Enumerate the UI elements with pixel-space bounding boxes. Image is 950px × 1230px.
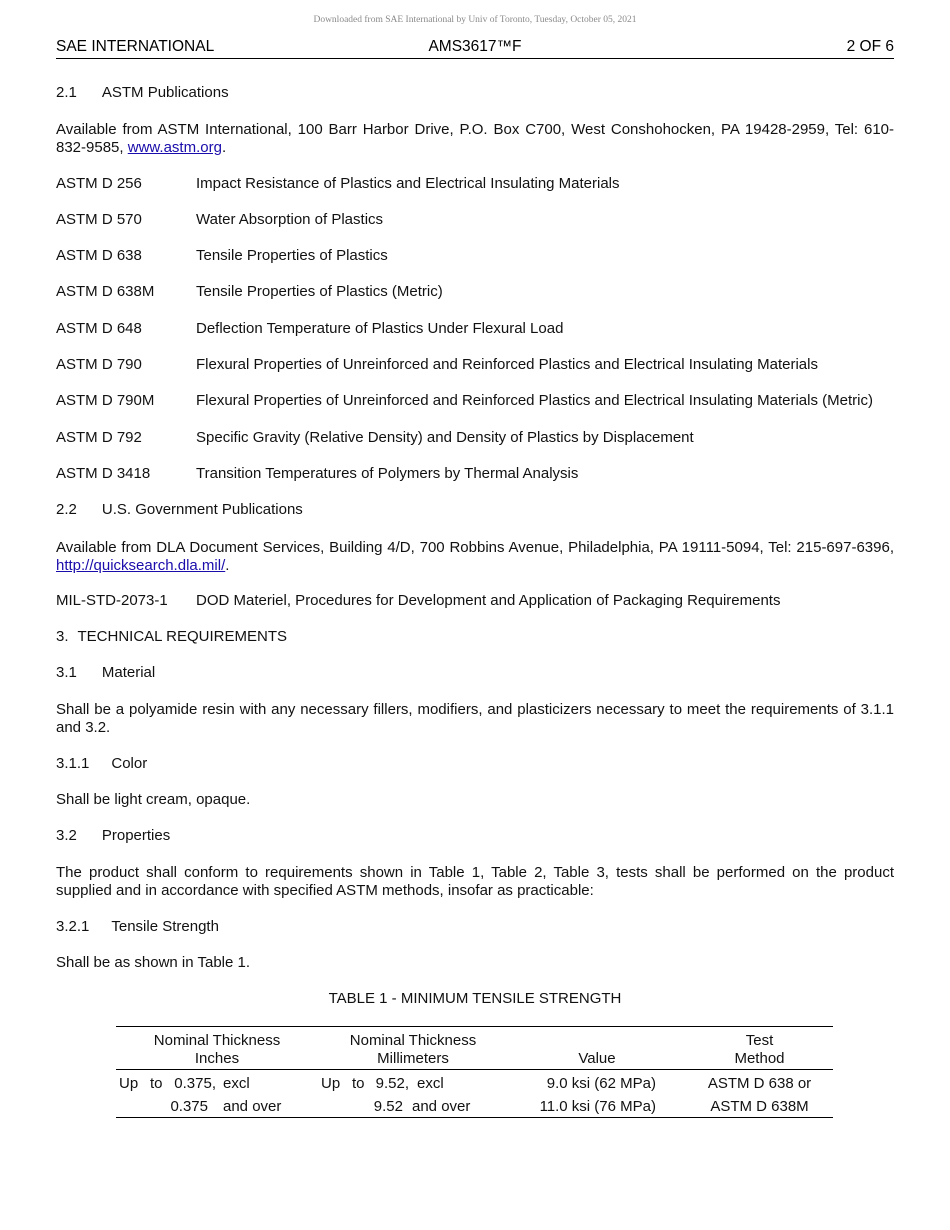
- section-title: Color: [111, 755, 148, 772]
- color-text: Shall be light cream, opaque.: [56, 791, 251, 808]
- table-1-title: TABLE 1 - MINIMUM TENSILE STRENGTH: [328, 990, 622, 1007]
- ref-title: Tensile Properties of Plastics (Metric): [196, 283, 443, 300]
- cell-mm-prefix: Up: [321, 1075, 341, 1092]
- properties-text: The product shall conform to requirements shown in Table 1, Table 2, Table 3, tests shall be performed on the product supplied and in accordance with specified ASTM methods, insofar as practicable:: [56, 864, 894, 899]
- ref-code: ASTM D 790M: [56, 392, 155, 409]
- cell-mm-suffix: and over: [412, 1098, 471, 1115]
- section-number: 3.2: [56, 827, 77, 844]
- tensile-text: Shall be as shown in Table 1.: [56, 954, 251, 971]
- section-number: 2.2: [56, 501, 77, 518]
- section-number: 3.: [56, 628, 69, 645]
- cell-in-to: to: [150, 1075, 163, 1092]
- availability-end: .: [225, 556, 230, 574]
- section-title: Tensile Strength: [111, 918, 219, 935]
- ref-title: Tensile Properties of Plastics: [196, 247, 388, 264]
- section-3-1-heading: [56, 664, 155, 681]
- section-title: TECHNICAL REQUIREMENTS: [77, 628, 287, 645]
- section-3-heading: [56, 628, 287, 645]
- availability-end: .: [221, 138, 227, 156]
- header-rule: [56, 58, 894, 59]
- section-title: U.S. Government Publications: [101, 501, 303, 518]
- ref-code: ASTM D 790: [56, 356, 142, 373]
- ref-title: DOD Materiel, Procedures for Development and Application of Packaging Requirements: [196, 592, 781, 609]
- ref-title: Flexural Properties of Unreinforced and Reinforced Plastics and Electrical Insulating Materials: [196, 356, 818, 373]
- section-title: ASTM Publications: [101, 84, 229, 101]
- th-test-method: [686, 1032, 833, 1068]
- header-org: SAE INTERNATIONAL: [56, 38, 215, 55]
- ref-title: Impact Resistance of Plastics and Electrical Insulating Materials: [196, 175, 620, 192]
- ref-code: ASTM D 3418: [56, 465, 151, 482]
- ref-title: Flexural Properties of Unreinforced and Reinforced Plastics and Electrical Insulating Materials (Metric): [196, 392, 873, 409]
- section-2-2-heading: [56, 501, 303, 518]
- cell-in-value: 0.375: [170, 1098, 208, 1115]
- dla-link[interactable]: http://quicksearch.dla.mil/: [56, 556, 226, 574]
- th-thickness-mm: [318, 1032, 508, 1068]
- header-line: Millimeters: [377, 1050, 449, 1067]
- section-number: 3.1.1: [56, 755, 90, 772]
- download-notice: Downloaded from SAE International by Univ of Toronto, Tuesday, October 05, 2021: [313, 15, 637, 25]
- cell-mm-suffix: excl: [417, 1075, 444, 1092]
- section-number: 3.2.1: [56, 918, 90, 935]
- ref-title: Transition Temperatures of Polymers by Thermal Analysis: [196, 465, 579, 482]
- availability-text: Available from ASTM International, 100 Barr Harbor Drive, P.O. Box C700, West Conshohocken, PA 19428-2959, Tel: 610-832-9585,: [56, 121, 894, 156]
- header-doc-id: AMS3617™F: [428, 38, 522, 55]
- header-line: Inches: [194, 1050, 240, 1067]
- ref-title: Specific Gravity (Relative Density) and Density of Plastics by Displacement: [196, 429, 694, 446]
- cell-value: 11.0 ksi (76 MPa): [539, 1098, 656, 1115]
- ref-title: Water Absorption of Plastics: [196, 211, 384, 228]
- cell-mm-value: 9.52,: [375, 1075, 409, 1092]
- ref-code: ASTM D 792: [56, 429, 142, 446]
- ref-title: Deflection Temperature of Plastics Under Flexural Load: [196, 320, 564, 337]
- header-line: Nominal Thickness: [153, 1032, 281, 1049]
- section-title: Properties: [101, 827, 171, 844]
- section-3-2-heading: [56, 827, 170, 844]
- section-3-2-1-heading: [56, 918, 219, 935]
- cell-mm-value: 9.52: [373, 1098, 403, 1115]
- table-top-rule: [116, 1026, 833, 1027]
- cell-in-suffix: and over: [223, 1098, 282, 1115]
- ref-code: ASTM D 638: [56, 247, 142, 264]
- ref-code: MIL-STD-2073-1: [56, 592, 168, 609]
- section-3-1-1-heading: [56, 755, 147, 772]
- section-2-1-heading: [56, 84, 229, 101]
- astm-link[interactable]: www.astm.org: [127, 138, 222, 156]
- th-thickness-inches: [116, 1032, 318, 1068]
- cell-in-value: 0.375,: [174, 1075, 216, 1092]
- header-line: Test: [745, 1032, 774, 1049]
- header-page-number: 2 OF 6: [846, 38, 894, 55]
- header-line: Method: [734, 1050, 785, 1067]
- section-number: 2.1: [56, 84, 77, 101]
- ref-code: ASTM D 638M: [56, 283, 155, 300]
- astm-availability: [56, 121, 894, 156]
- ref-code: ASTM D 570: [56, 211, 142, 228]
- cell-value: 9.0 ksi (62 MPa): [546, 1075, 656, 1092]
- table-bottom-rule: [116, 1117, 833, 1118]
- cell-method: ASTM D 638M: [710, 1098, 809, 1115]
- cell-mm-to: to: [352, 1075, 365, 1092]
- cell-method: ASTM D 638 or: [707, 1075, 812, 1092]
- availability-text: Available from DLA Document Services, Building 4/D, 700 Robbins Avenue, Philadelphia, PA 19111-5094, Tel: 215-697-6396,: [56, 539, 894, 556]
- section-number: 3.1: [56, 664, 77, 681]
- th-value: Value: [578, 1050, 616, 1067]
- ref-code: ASTM D 256: [56, 175, 142, 192]
- dla-availability: [56, 539, 894, 574]
- cell-in-prefix: Up: [119, 1075, 139, 1092]
- table-header-rule: [116, 1069, 833, 1070]
- section-title: Material: [101, 664, 156, 681]
- ref-code: ASTM D 648: [56, 320, 142, 337]
- cell-in-suffix: excl: [223, 1075, 250, 1092]
- material-text: Shall be a polyamide resin with any necessary fillers, modifiers, and plasticizers necessary to meet the requirements of 3.1.1 and 3.2.: [56, 701, 894, 736]
- header-line: Nominal Thickness: [349, 1032, 477, 1049]
